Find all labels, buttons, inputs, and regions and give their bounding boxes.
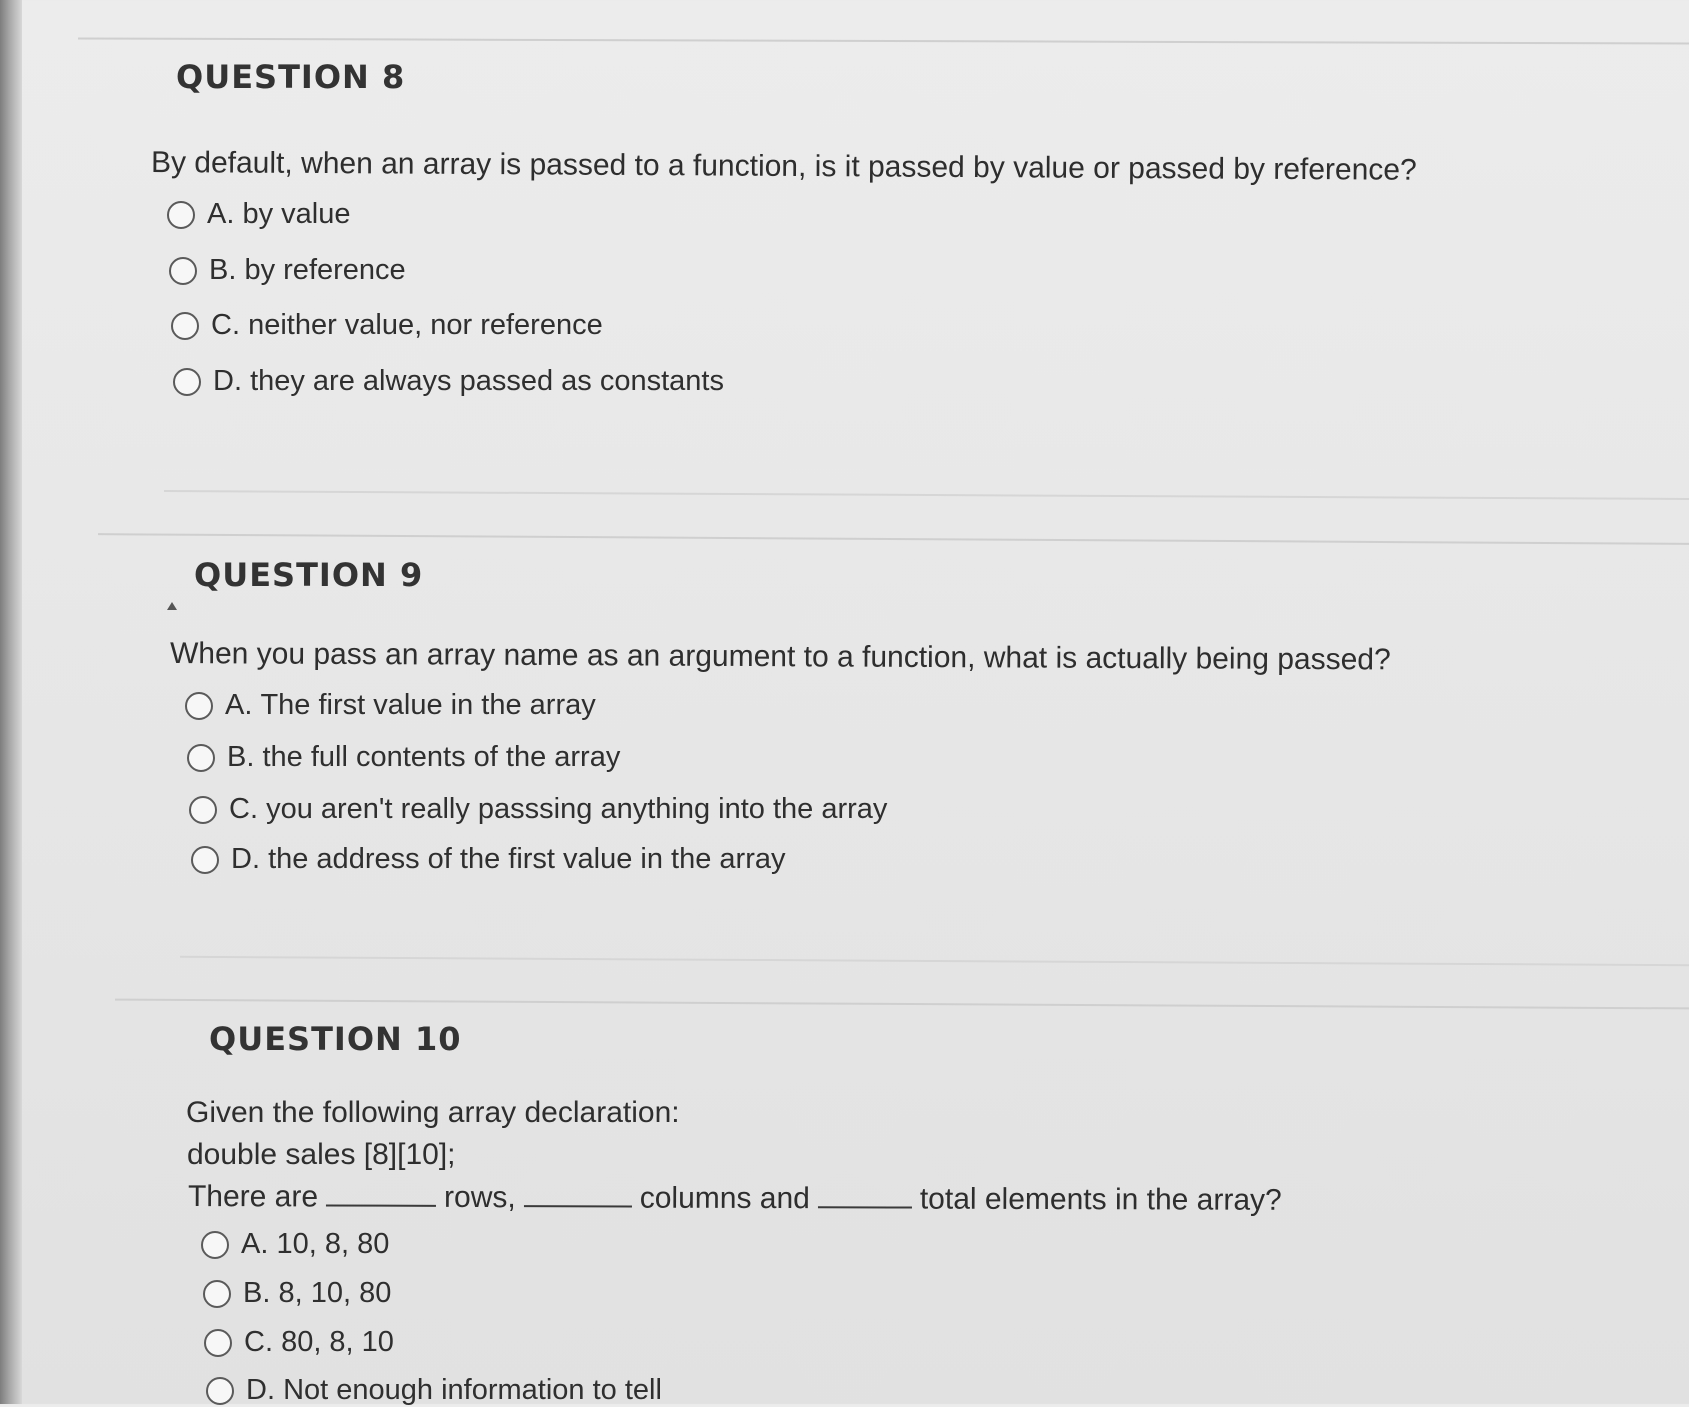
fill-in-prefix: There are — [187, 1180, 319, 1214]
radio-button[interactable] — [167, 201, 195, 229]
option-label: The first value in the array — [260, 689, 596, 721]
option-letter: A. — [241, 1228, 269, 1260]
radio-button[interactable] — [169, 257, 197, 285]
option-label: 8, 10, 80 — [278, 1277, 392, 1309]
option-label: by value — [242, 198, 351, 230]
question-9-option-d[interactable] — [191, 843, 786, 876]
option-label: you aren't really passsing anything into the array — [266, 793, 888, 825]
question-8-title: QUESTION 8 — [176, 58, 406, 96]
question-8-option-b[interactable] — [169, 254, 406, 287]
question-9-title: QUESTION 9 — [194, 556, 424, 594]
question-9-option-b[interactable] — [187, 741, 620, 774]
option-letter: D. — [231, 843, 260, 875]
divider — [180, 956, 1689, 966]
radio-button[interactable] — [185, 692, 213, 720]
fill-in-columns: columns and — [639, 1181, 810, 1216]
option-letter: D. — [213, 365, 242, 397]
answer-blank-rows — [326, 1180, 436, 1206]
option-letter: C. — [229, 793, 258, 825]
radio-button[interactable] — [191, 846, 219, 874]
divider — [115, 999, 1689, 1010]
radio-button[interactable] — [189, 796, 217, 824]
option-letter: A. — [207, 198, 235, 230]
question-8-option-c[interactable] — [171, 309, 603, 342]
radio-button[interactable] — [187, 744, 215, 772]
option-label: neither value, nor reference — [248, 309, 603, 341]
option-letter: B. — [209, 254, 237, 286]
radio-button[interactable] — [173, 368, 201, 396]
question-9-option-a[interactable] — [185, 689, 596, 722]
divider — [164, 490, 1689, 500]
divider — [78, 37, 1689, 44]
option-letter: C. — [244, 1326, 273, 1358]
question-10-title: QUESTION 10 — [209, 1020, 462, 1058]
question-10-fill-in — [188, 1180, 1282, 1218]
question-10-option-d[interactable] — [206, 1374, 662, 1407]
radio-button[interactable] — [206, 1377, 234, 1405]
question-10-text-line-2: double sales [8][10]; — [187, 1138, 456, 1171]
question-10-option-b[interactable] — [203, 1277, 391, 1310]
answer-blank-total — [818, 1182, 912, 1208]
question-8-text: By default, when an array is passed to a function, is it passed by value or passed by reference? — [150, 146, 1417, 187]
option-letter: B. — [227, 741, 255, 773]
option-letter: A. — [225, 689, 253, 721]
option-label: the address of the first value in the array — [268, 843, 786, 875]
option-letter: D. — [246, 1374, 275, 1406]
fill-in-total: total elements in the array? — [919, 1182, 1282, 1217]
question-10-text-line-1: Given the following array declaration: — [186, 1096, 680, 1129]
question-9-option-c[interactable] — [189, 793, 887, 826]
option-letter: B. — [243, 1277, 271, 1309]
fill-in-rows: rows, — [444, 1180, 516, 1215]
scroll-marker — [167, 602, 177, 610]
option-letter: C. — [211, 309, 240, 341]
option-label: the full contents of the array — [262, 741, 621, 773]
option-label: 10, 8, 80 — [276, 1228, 390, 1260]
radio-button[interactable] — [171, 312, 199, 340]
option-label: they are always passed as constants — [250, 365, 724, 397]
question-10-option-a[interactable] — [201, 1228, 389, 1261]
question-8-option-a[interactable] — [167, 198, 350, 231]
screen-edge-shadow — [0, 0, 22, 1404]
question-8-option-d[interactable] — [173, 365, 724, 398]
question-9-text: When you pass an array name as an argument to a function, what is actually being passed? — [169, 637, 1391, 677]
option-label: by reference — [244, 254, 406, 286]
option-label: Not enough information to tell — [283, 1374, 662, 1406]
question-10-option-c[interactable] — [204, 1326, 394, 1359]
radio-button[interactable] — [201, 1231, 229, 1259]
divider — [98, 533, 1689, 545]
radio-button[interactable] — [203, 1280, 231, 1308]
answer-blank-columns — [524, 1181, 632, 1207]
radio-button[interactable] — [204, 1329, 232, 1357]
option-label: 80, 8, 10 — [281, 1326, 394, 1358]
